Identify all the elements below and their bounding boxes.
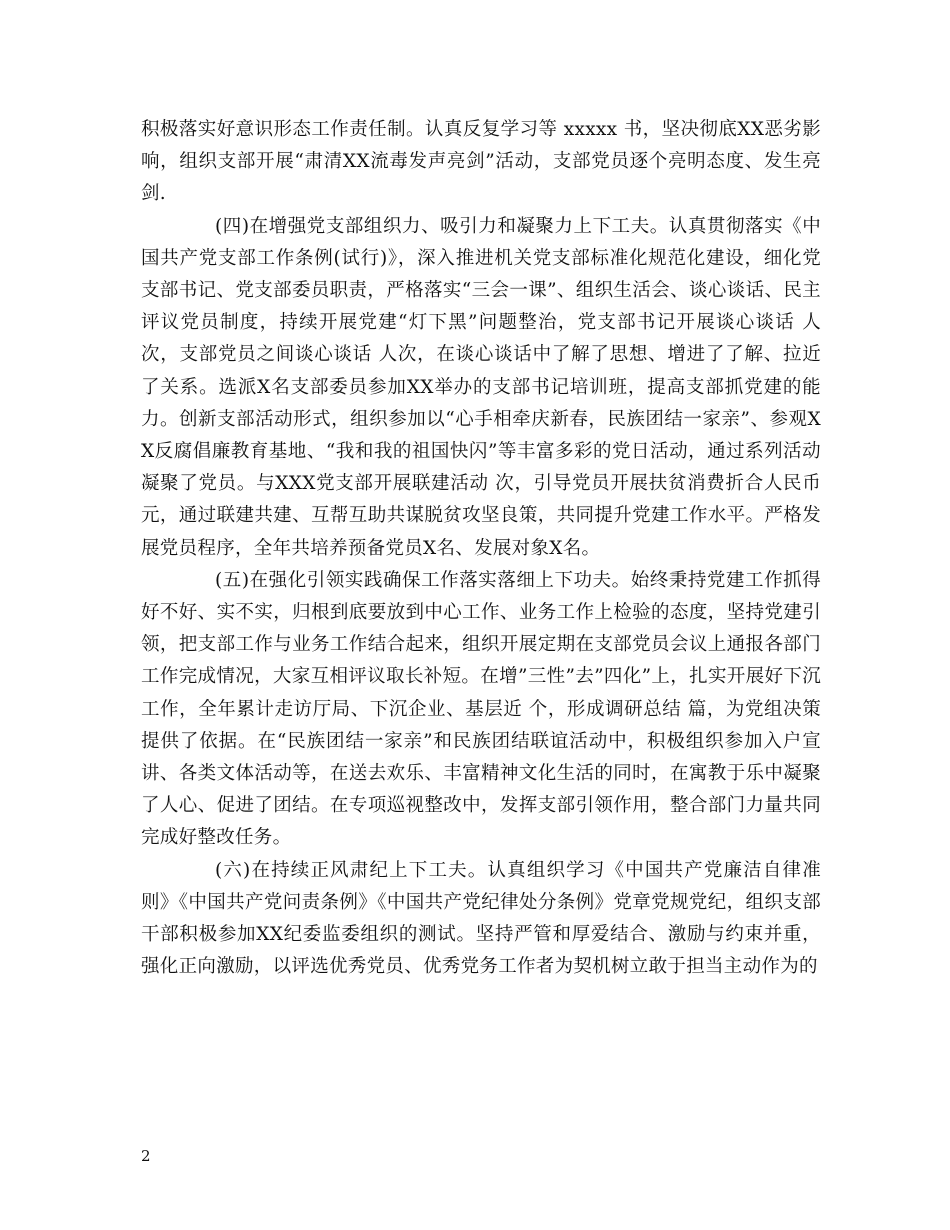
document-body: [141, 114, 821, 983]
paragraph-continuation: 积极落实好意识形态工作责任制。认真反复学习等 xxxxx 书，坚决彻底XX恶劣影响，组织支部开展“肃清XX流毒发声亮剑”活动，支部党员逐个亮明态度、发生亮剑.: [141, 119, 821, 205]
paragraph-section-four: (四)在增强党支部组织力、吸引力和凝聚力上下工夫。认真贯彻落实《中国共产党支部工作条例(试行)》，深入推进机关党支部标准化规范化建设，细化党支部书记、党支部委员职责，严格落实“三会一课”、组织生活会、谈心谈话、民主评议党员制度，持续开展党建“灯下黑”问题整治，党支部书记开展谈心谈话 人次，支部党员之间谈心谈话 人次，在谈心谈话中了解了思想、增进了了解、拉近了关系。选派X名支部委员参加XX举办的支部书记培训班，提高支部抓党建的能力。创新支部活动形式，组织参加以“心手相牵庆新春，民族团结一家亲”、参观XX反腐倡廉教育基地、“我和我的祖国快闪”等丰富多彩的党日活动，通过系列活动凝聚了党员。与XXX党支部开展联建活动 次，引导党员开展扶贫消费折合人民币 元，通过联建共建、互帮互助共谋脱贫攻坚良策，共同提升党建工作水平。严格发展党员程序，全年共培养预备党员X名、发展对象X名。: [141, 215, 821, 559]
page-number: 2: [141, 1147, 151, 1165]
paragraph-section-six: (六)在持续正风肃纪上下工夫。认真组织学习《中国共产党廉洁自律准则》《中国共产党问责条例》《中国共产党纪律处分条例》党章党规党纪，组织支部干部积极参加XX纪委监委组织的测试。坚持严管和厚爱结合、激励与约束并重，强化正向激励，以评选优秀党员、优秀党务工作者为契机树立敢于担当主动作为的: [141, 859, 821, 978]
paragraph-section-five: (五)在强化引领实践确保工作落实落细上下功夫。始终秉持党建工作抓得好不好、实不实，归根到底要放到中心工作、业务工作上检验的态度，坚持党建引领，把支部工作与业务工作结合起来，组织开展定期在支部党员会议上通报各部门工作完成情况，大家互相评议取长补短。在增”三性”去”四化”上，扎实开展好下沉工作，全年累计走访厅局、下沉企业、基层近 个，形成调研总结 篇，为党组决策提供了依据。在“民族团结一家亲”和民族团结联谊活动中，积极组织参加入户宣讲、各类文体活动等，在送去欢乐、丰富精神文化生活的同时，在寓教于乐中凝聚了人心、促进了团结。在专项巡视整改中，发挥支部引领作用，整合部门力量共同完成好整改任务。: [141, 569, 821, 849]
